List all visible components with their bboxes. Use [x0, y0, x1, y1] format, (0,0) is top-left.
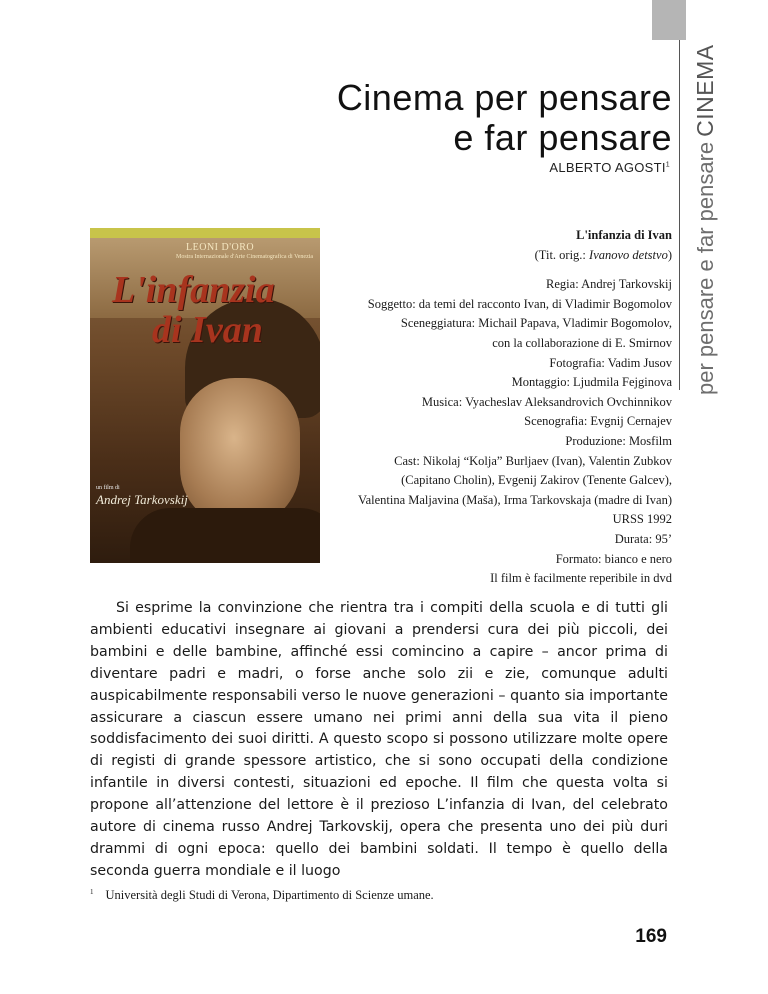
sidebar-subtitle: per pensare e far pensare [693, 141, 718, 395]
orig-title: Ivanovo detstvo [589, 247, 668, 262]
poster-title-2: di Ivan [152, 309, 263, 351]
author-name: ALBERTO AGOSTI [549, 160, 666, 175]
poster-director: Andrej Tarkovskij [96, 492, 188, 507]
credit-line: Montaggio: Ljudmila Fejginova [511, 375, 672, 390]
sidebar-category: CINEMA [692, 44, 718, 137]
poster-badge-sub: Mostra Internazionale d'Arte Cinematografica di Venezia [176, 254, 314, 260]
credit-line: Il film è facilmente reperibile in dvd [490, 571, 672, 586]
credits-film-title: L'infanzia di Ivan [576, 228, 672, 242]
author-footnote-mark: 1 [665, 161, 670, 169]
credit-line: (Capitano Cholin), Evgenij Zakirov (Tenente Galcev), [401, 473, 672, 488]
title-line-2: e far pensare [453, 117, 672, 158]
section-sidebar [694, 0, 717, 395]
credit-line: con la collaborazione di E. Smirnov [492, 335, 672, 350]
page-title [337, 78, 672, 158]
credits-spacer [252, 265, 672, 275]
credit-line: Soggetto: da temi del racconto Ivan, di Vladimir Bogomolov [367, 296, 672, 311]
footnote-mark: 1 [90, 888, 94, 896]
poster-badge: LEONI D'ORO [186, 242, 255, 253]
credit-line: Durata: 95’ [614, 531, 672, 546]
film-credits [252, 226, 672, 589]
credit-line: Musica: Vyacheslav Aleksandrovich Ovchinnikov [421, 394, 672, 409]
vertical-rule [679, 0, 680, 390]
author [549, 160, 670, 175]
article-body [90, 598, 668, 883]
credit-line: Formato: bianco e nero [555, 551, 672, 566]
sidebar-square [652, 0, 686, 40]
poster-film-by: un film di [96, 485, 120, 491]
credit-line: Fotografia: Vadim Jusov [549, 355, 672, 370]
credit-line: Cast: Nikolaj “Kolja” Burljaev (Ivan), Valentin Zubkov [394, 453, 672, 468]
footnote [90, 888, 434, 903]
credit-line: Sceneggiatura: Michail Papava, Vladimir Bogomolov, [400, 316, 672, 331]
credit-line: URSS 1992 [612, 512, 672, 527]
credits-orig-title [252, 246, 672, 266]
footnote-text: Università degli Studi di Verona, Dipartimento di Scienze umane. [105, 888, 434, 903]
title-line-1: Cinema per pensare [336, 77, 672, 118]
credit-line: Scenografia: Evgnij Cernajev [524, 414, 672, 429]
credit-line: Produzione: Mosfilm [565, 433, 672, 448]
credit-line: Valentina Maljavina (Maša), Irma Tarkovskaja (madre di Ivan) [357, 492, 672, 507]
poster-title-1: L'infanzia [112, 269, 275, 311]
page-number: 169 [635, 926, 667, 947]
orig-prefix: (Tit. orig.: [534, 247, 590, 262]
credit-line: Regia: Andrej Tarkovskij [546, 277, 672, 292]
body-paragraph: Si esprime la convinzione che rientra tra i compiti della scuola e di tutti gli ambienti educativi insegnare ai giovani a prendersi cura dei più piccoli, dei bambini e delle bambine, affinché essi comincino a capire – ancor prima di diventare padri e madri, o forse anche solo zii e zie, comunque adulti auspicabilmente responsabili verso le nuove generazioni – quanto sia importante assicurare a ciascun essere umano nei primi anni della sua vita il pieno soddisfacimento dei suoi diritti. A questo scopo si possono utilizzare molte opere di registi di grande spessore artistico, che si sono occupati della condizione infantile in diversi contesti, situazioni ed epoche. Il film che questa volta si propone all’attenzione del lettore è il prezioso L’infanzia di Ivan, del celebrato autore di cinema russo Andrej Tarkovskij, opera che presenta uno dei più duri drammi di ogni epoca: quello dei bambini soldati. Il tempo è quello della seconda guerra mondiale e il luogo [90, 600, 668, 879]
orig-suffix: ) [667, 247, 672, 262]
